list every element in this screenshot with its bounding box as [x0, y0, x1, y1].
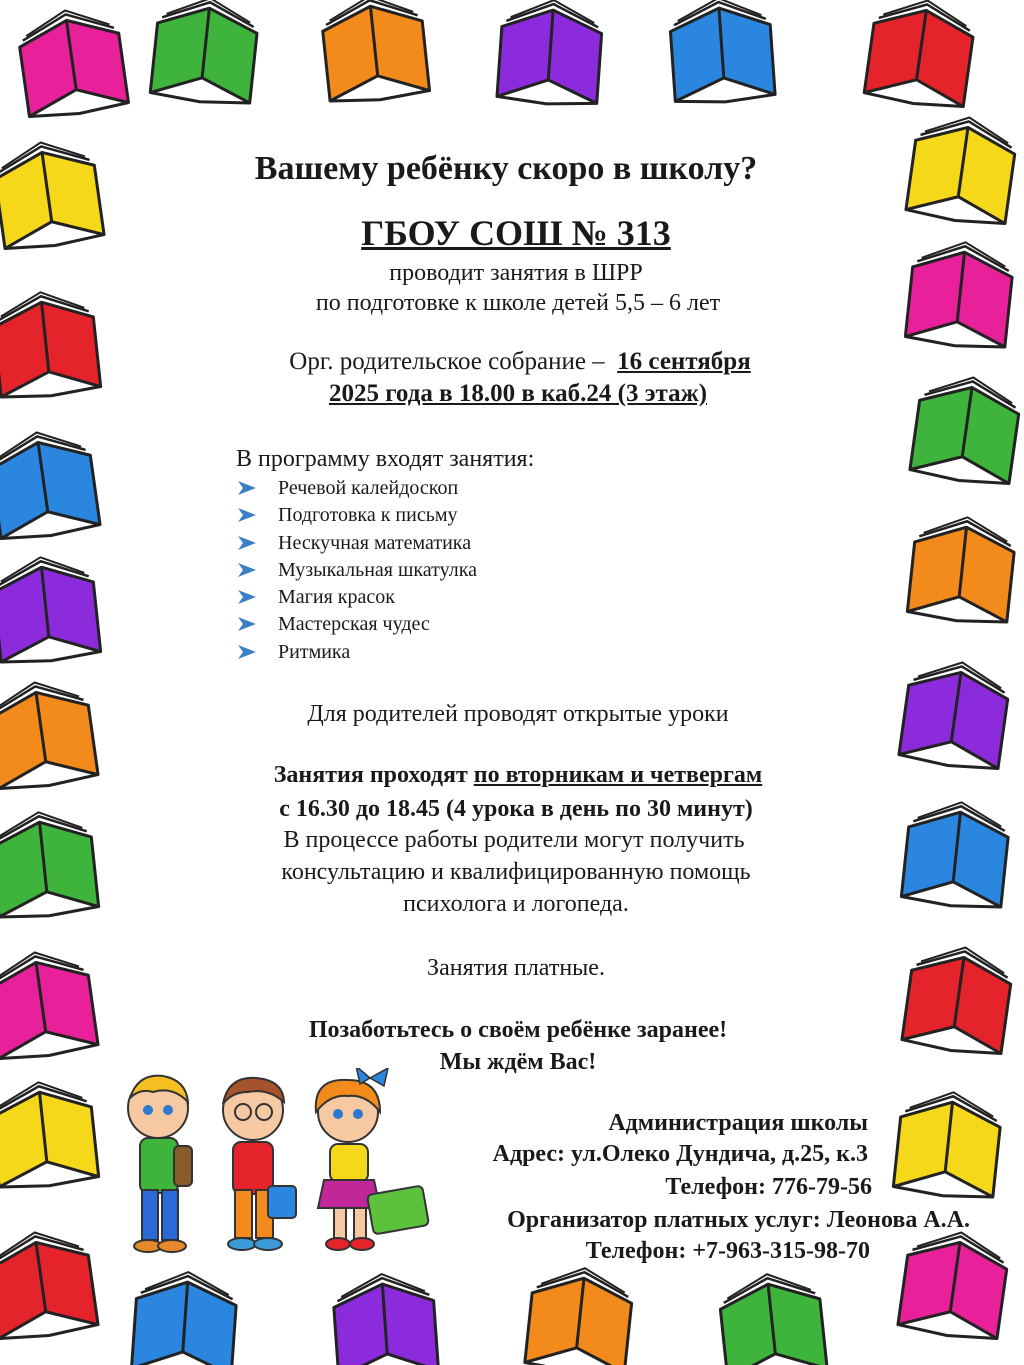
schedule-prefix: Занятия проходят	[273, 762, 474, 788]
schedule-days	[6, 762, 1024, 789]
schedule-note: консультацию и квалифицированную помощь	[281, 859, 751, 885]
arrow-bullet-icon	[238, 536, 256, 550]
list-item: Магия красок	[238, 585, 477, 612]
meeting-line	[8, 348, 1024, 376]
closing-line: Позаботьтесь о своём ребёнке заранее!	[308, 1017, 728, 1043]
arrow-bullet-icon	[238, 590, 256, 604]
page-title: Вашему ребёнку скоро в школу?	[254, 150, 758, 187]
arrow-bullet-icon	[238, 481, 256, 495]
meeting-date: 16 сентября	[617, 348, 751, 375]
arrow-bullet-icon	[238, 645, 256, 659]
list-item: Речевой калейдоскоп	[238, 476, 477, 503]
schedule-days-value: по вторникам и четвергам	[473, 762, 763, 788]
list-item: Музыкальная шкатулка	[238, 558, 477, 585]
program-heading: В программу входят занятия:	[236, 446, 535, 472]
contacts-organizer-phone: Телефон: +7-963-315-98-70	[585, 1238, 870, 1264]
arrow-bullet-icon	[238, 617, 256, 631]
intro-line: по подготовке к школе детей 5,5 – 6 лет	[315, 290, 721, 316]
list-item: Нескучная математика	[238, 531, 477, 558]
contacts-address: Адрес: ул.Олеко Дундича, д.25, к.3	[492, 1141, 868, 1167]
open-lessons-note: Для родителей проводят открытые уроки	[307, 701, 729, 727]
schedule-time: с 16.30 до 18.45 (4 урока в день по 30 минут)	[279, 796, 753, 822]
meeting-details: 2025 года в 18.00 в каб.24 (3 этаж)	[328, 380, 708, 407]
school-name: ГБОУ СОШ № 313	[361, 213, 671, 253]
program-list	[238, 476, 477, 667]
contacts-phone: Телефон: 776-79-56	[665, 1174, 872, 1200]
schedule-note: психолога и логопеда.	[403, 891, 629, 917]
contacts-admin: Администрация школы	[608, 1110, 868, 1136]
list-item: Подготовка к письму	[238, 503, 477, 530]
meeting-prefix: Орг. родительское собрание –	[289, 348, 611, 375]
list-item: Ритмика	[238, 640, 477, 667]
list-item: Мастерская чудес	[238, 612, 477, 639]
arrow-bullet-icon	[238, 563, 256, 577]
contacts-organizer: Организатор платных услуг: Леонова А.А.	[507, 1207, 970, 1233]
arrow-bullet-icon	[238, 508, 256, 522]
intro-line: проводит занятия в ШРР	[389, 260, 643, 286]
closing-line: Мы ждём Вас!	[439, 1049, 597, 1075]
paid-note: Занятия платные.	[427, 955, 605, 981]
schedule-note: В процессе работы родители могут получить	[283, 827, 745, 853]
